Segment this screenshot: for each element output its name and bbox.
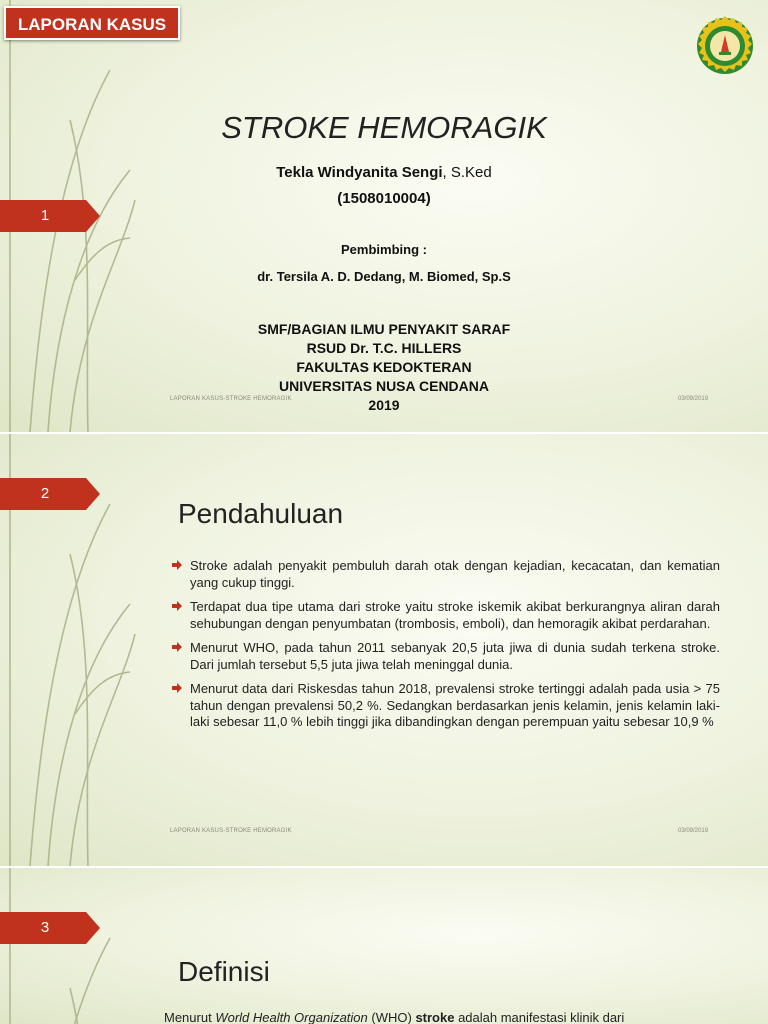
slide-2 [0, 434, 768, 866]
report-type-tag: LAPORAN KASUS [4, 6, 180, 40]
bullet-item: Menurut data dari Riskesdas tahun 2018, prevalensi stroke tertinggi adalah pada usia > 75 tahun dengan prevalensi 50,2 %. Sedangkan berdasarkan jenis kelamin, jenis kelamin laki-laki sebesar 11,0 % lebih tinggi jika dibandingkan dengan perempuan yaitu sebesar 10,9 % [172, 681, 720, 731]
footer-title: LAPORAN KASUS-STROKE HEMORAGIK [170, 396, 292, 402]
definition-text: Menurut World Health Organization (WHO) stroke adalah manifestasi klinik dari [164, 1010, 625, 1024]
bullet-item: Terdapat dua tipe utama dari stroke yaitu stroke iskemik akibat berkurangnya aliran darah sehubungan dengan penyumbatan (trombosis, emboli), dan hemoragik akibat perdarahan. [172, 599, 720, 632]
slide-number: 2 [40, 485, 50, 502]
slide-3 [0, 868, 768, 1024]
slide-number: 3 [40, 919, 50, 936]
slide-heading: Definisi [178, 956, 270, 987]
arrow-bullet-icon [172, 683, 182, 693]
institution-line: UNIVERSITAS NUSA CENDANA [278, 378, 489, 394]
slide-number: 1 [40, 207, 50, 224]
footer-date: 03/09/2019 [678, 828, 709, 834]
author [0, 164, 768, 181]
bullet-item: Menurut WHO, pada tahun 2011 sebanyak 20,5 juta jiwa di dunia sudah terkena stroke. Dari jumlah tersebut 5,5 juta jiwa telah meninggal dunia. [172, 640, 720, 673]
arrow-bullet-icon [172, 642, 182, 652]
student-id: (1508010004) [337, 190, 431, 207]
decorative-stems [0, 868, 200, 1024]
footer-date: 03/09/2019 [678, 396, 709, 402]
bullet-item: Stroke adalah penyakit pembuluh darah otak dengan kejadian, kecacatan, dan kematian yang cukup tinggi. [172, 558, 720, 591]
arrow-bullet-icon [172, 601, 182, 611]
institution-line: RSUD Dr. T.C. HILLERS [306, 340, 462, 356]
supervisor-name: dr. Tersila A. D. Dedang, M. Biomed, Sp.S [257, 269, 511, 284]
author-name: Tekla Windyanita Sengi [276, 164, 443, 181]
slide-heading: Pendahuluan [178, 498, 344, 529]
institution-line: FAKULTAS KEDOKTERAN [296, 359, 472, 375]
footer-title: LAPORAN KASUS-STROKE HEMORAGIK [170, 828, 292, 834]
bullet-list [172, 558, 720, 739]
presentation-title: STROKE HEMORAGIK [221, 110, 547, 145]
supervisor-label: Pembimbing : [341, 242, 427, 257]
arrow-bullet-icon [172, 560, 182, 570]
author-degree: , S.Ked [442, 164, 492, 181]
university-seal-icon [693, 14, 757, 78]
institution-line: SMF/BAGIAN ILMU PENYAKIT SARAF [257, 321, 511, 337]
institution-year: 2019 [368, 397, 400, 413]
slide-1 [0, 0, 768, 432]
